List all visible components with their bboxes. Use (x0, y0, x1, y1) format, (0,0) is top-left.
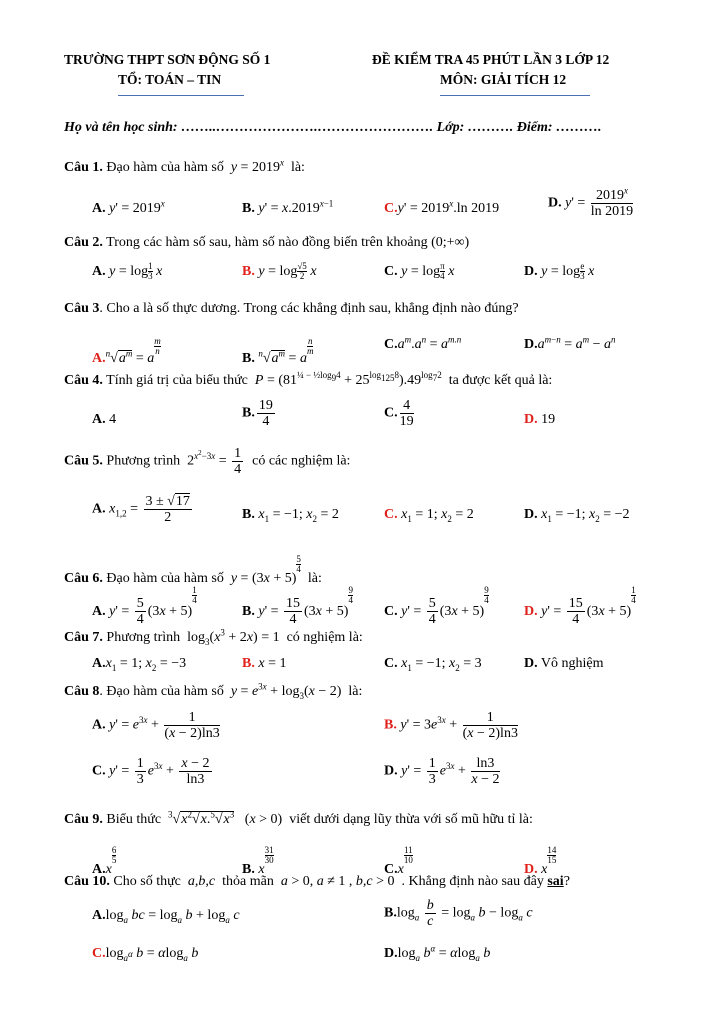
subject-name: MÔN: GIẢI TÍCH 12 (440, 72, 567, 87)
header-underline-right (440, 95, 590, 96)
q7-option-a[interactable]: $A.x_1 = 1$; $x_2 = -3$ (92, 656, 187, 673)
q8-option-a[interactable]: A. $y' = e^{3x}$ + $\frac{1}{(x - 2)\ln 3}$ (92, 710, 220, 741)
q10-emphasis: sai (547, 874, 564, 889)
q4-option-c[interactable]: C. $\frac{4}{19}$ (384, 398, 414, 429)
school-name: TRƯỜNG THPT SƠN ĐỘNG SỐ 1 (64, 52, 271, 67)
q1-option-b[interactable]: B. $y' = x.2019^{x-1}$ (242, 198, 334, 216)
q5-option-c[interactable]: C. $x_1 = 1$; $x_2 = 2$ (384, 507, 474, 524)
q8-label: Câu 8 (64, 684, 100, 699)
question-9: Câu 9. Biểu thức $^3√x^2√x.^5√x^3$ (x > 0) viết dưới dạng lũy thừa với số mũ hữu tỉ là: (64, 809, 533, 827)
q8-option-c[interactable]: C. y' = $\frac{1}{3}$ $e^{3x}$ + $\frac{x - 2}{\ln 3}$ (92, 756, 210, 787)
q6-label: Câu 6. (64, 571, 103, 586)
question-10: Câu 10. Cho số thực a,b,c thỏa mãn a > 0, a ≠ 1 , b,c > 0 . Khẳng định nào sau đây sai? (64, 874, 570, 889)
q10-label: Câu 10. (64, 874, 110, 889)
q1-option-a[interactable]: A. $y' = 2019^x$ (92, 198, 165, 216)
q10-option-a[interactable]: $A.\log_a$ bc = $\log_a b + \log_a c$ (92, 908, 240, 925)
q6-option-b[interactable]: B. y' = $\frac{15}{4}$ (3x + 5) $\frac{9}{4}$ (242, 585, 353, 628)
q4-option-d[interactable]: D. 19 (524, 412, 556, 427)
q9-label: Câu 9. (64, 812, 103, 827)
q7-option-c[interactable]: C. $x_1 = -1$; $x_2 = 3$ (384, 656, 482, 673)
q5-label: Câu 5. (64, 453, 103, 469)
q3-option-d[interactable]: $D.a^{m-n} = a^m - a^n$ (524, 334, 616, 352)
q5-option-d[interactable]: D. $x_1 = -1$; $x_2 = -2$ (524, 507, 630, 524)
q8-option-b[interactable]: B. $y' = 3e^{3x}$ + $\frac{1}{(x - 2)\ln 3}$ (384, 710, 518, 741)
q2-option-a[interactable]: A. y = log $\frac{1}{3}$ x (92, 261, 163, 281)
q1-option-d[interactable]: D. y' = $\frac{2019^x}{\ln 2019}$ (548, 185, 634, 219)
q9-option-d[interactable]: D. x $\frac{14}{15}$ (524, 845, 557, 877)
question-8: Câu 8. Đạo hàm của hàm số $y = e^{3x} + \log_3(x - 2)$ là: (64, 681, 363, 701)
q6-option-a[interactable]: A. y' = $\frac{5}{4}$ (3x + 5) $\frac{1}{4}$ (92, 585, 197, 628)
q3-option-b[interactable]: B. $^n√a^m = a$ $\frac{n}{m}$ (242, 336, 314, 366)
q4-label: Câu 4. (64, 373, 103, 388)
q6-option-c[interactable]: C. y' = $\frac{5}{4}$ (3x + 5) $\frac{9}{4}$ (384, 585, 489, 628)
q2-label: Câu 2. (64, 235, 103, 250)
q4-option-b[interactable]: B. $\frac{19}{4}$ (242, 398, 273, 429)
q5-option-a[interactable]: A. $x_{1,2}$ = $\frac{3 \pm √17}{2}$ (92, 494, 190, 525)
q1-label: Câu 1. (64, 160, 103, 175)
question-1: Câu 1. Đạo hàm của hàm số $y = 2019^x$ là: (64, 157, 305, 175)
q2-option-d[interactable]: D. y = log $\frac{e}{3}$ x (524, 261, 595, 281)
q2-option-c[interactable]: C. y = log $\frac{\pi}{4}$ x (384, 261, 455, 281)
q9-option-a[interactable]: A.x $\frac{6}{5}$ (92, 845, 117, 877)
q9-option-c[interactable]: C.x $\frac{11}{10}$ (384, 845, 413, 877)
q3-label: Câu 3 (64, 301, 100, 316)
q7-option-b[interactable]: B. x = 1 (242, 656, 287, 671)
q3-option-c[interactable]: $C.a^m.a^n = a^{m.n}$ (384, 334, 462, 352)
q8-option-d[interactable]: D. y' = $\frac{1}{3}$ $e^{3x}$ + $\frac{\ln 3}{x - 2}$ (384, 756, 500, 787)
department-name: TỔ: TOÁN – TIN (118, 72, 222, 87)
question-7: Câu 7. Phương trình $\log_3(x^3 + 2x) = 1$ có nghiệm là: (64, 627, 363, 647)
q10-option-b[interactable]: $B.\log_a$ $\frac{b}{c}$ = $\log_a b - \log_a c$ (384, 898, 533, 929)
question-6: Câu 6. Đạo hàm của hàm số y = (3x + 5) $\frac{5}{4}$ là: (64, 554, 322, 586)
header-underline-left (118, 95, 244, 96)
q4-option-a[interactable]: A. 4 (92, 412, 117, 427)
q3-option-a[interactable]: $A.^n√a^m = a$ $\frac{m}{n}$ (92, 336, 161, 366)
q7-option-d[interactable]: D. Vô nghiệm (524, 656, 604, 671)
q9-option-b[interactable]: B. x $\frac{31}{30}$ (242, 845, 274, 877)
question-2: Câu 2. Trong các hàm số sau, hàm số nào đồng biến trên khoảng (0;+∞) (64, 235, 470, 250)
q10-option-d[interactable]: $D.\log_a$ $b^\alpha = \alpha\log_a$ b (384, 943, 491, 963)
q5-option-b[interactable]: B. $x_1 = -1$; $x_2 = 2$ (242, 507, 339, 524)
exam-title: ĐỀ KIỂM TRA 45 PHÚT LẦN 3 LỚP 12 (372, 52, 610, 67)
student-info-line: Họ và tên học sinh: ……..………………….……………………. Lớp: ………. Điểm: ………. (64, 120, 602, 135)
q1-option-c[interactable]: $C.y' = 2019^x.\ln$ 2019 (384, 198, 500, 216)
question-3: Câu 3. Cho a là số thực dương. Trong các khẳng định sau, khẳng định nào đúng? (64, 301, 519, 316)
q2-option-b[interactable]: B. y = log $\frac{√5}{2}$ x (242, 261, 317, 281)
question-5: Câu 5. Phương trình $2^{x^2-3x}$ = $\frac{1}{4}$ có các nghiệm là: (64, 446, 351, 477)
question-4: Câu 4. Tính giá trị của biểu thức $P = (81^{\frac{1}{4} - \frac{1}{2}log_94} + 25^{log_{125}8}).49^{log_72}$ ta được kết quả là: (64, 370, 553, 388)
q10-option-c[interactable]: $C.\log_{a^\alpha}$ b = αlog$_a$ b (92, 946, 199, 963)
q7-label: Câu 7. (64, 630, 103, 645)
q6-option-d[interactable]: D. y' = $\frac{15}{4}$ (3x + 5) $\frac{1}{4}$ (524, 585, 636, 628)
